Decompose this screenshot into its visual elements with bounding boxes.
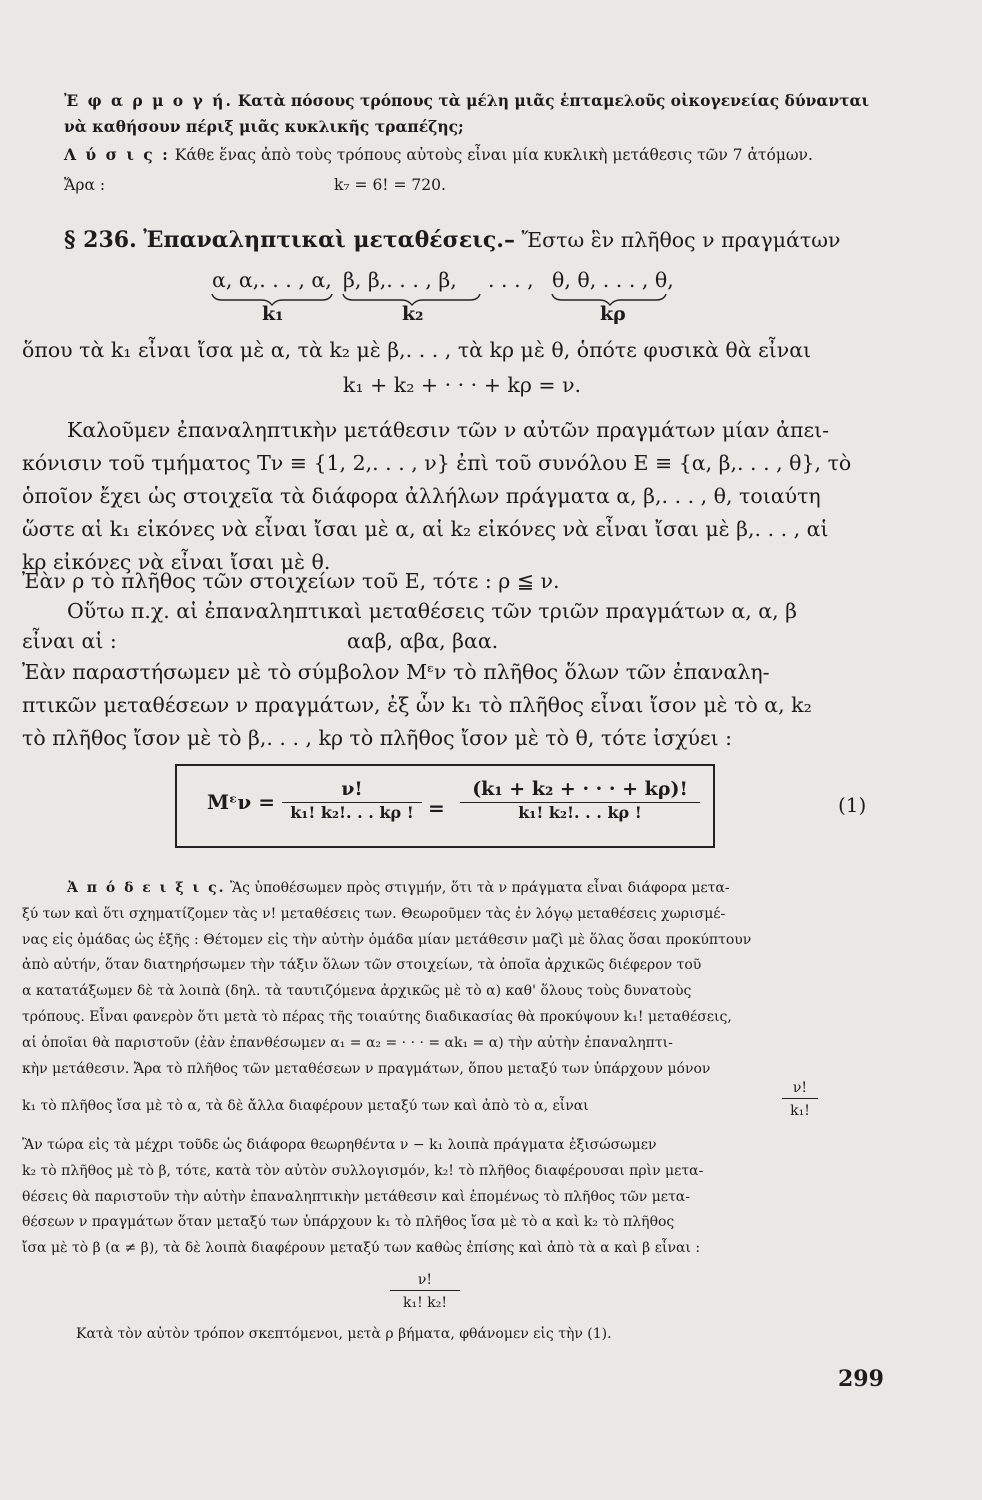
underbraces [0,290,982,306]
ara-label: Ἄρα : [64,176,106,194]
proof-label: Ἀ π ό δ ε ι ξ ι ς. [67,880,226,896]
proof-text-1: Ἂς ὑποθέσωμεν πρὸς στιγμήν, ὅτι τὰ ν πράγματα εἶναι διάφορα μετα- [229,880,730,896]
application-label: Ἐ φ α ρ μ ο γ ή. [64,91,233,110]
fraction-2-numerator: ν! [417,1272,433,1288]
formula-denominator-2: k₁! k₂!. . . kρ ! [460,802,700,822]
page-number: 299 [838,1366,884,1392]
formula-denominator-1: k₁! k₂!. . . kρ ! [282,802,422,822]
equation-number: (1) [838,793,867,817]
formula-numerator-2: (k₁ + k₂ + · · · + kρ)! [472,778,688,800]
rho-line: Ἐὰν ρ τὸ πλῆθος τῶν στοιχείων τοῦ E, τότε : ρ ≦ ν. [22,569,560,593]
proof-paragraph [22,876,882,1082]
notation-line-3: τὸ πλῆθος ἴσον μὲ τὸ β,. . . , kρ τὸ πλῆθος ἴσον μὲ τὸ θ, τότε ἰσχύει : [22,726,733,750]
section-heading [64,224,904,257]
example-line [22,595,902,628]
definition-line-5: kρ εἰκόνες νὰ εἶναι ἴσαι μὲ θ. [22,550,331,574]
solution-line [64,142,944,168]
formula-equals: = [428,796,445,820]
proof-line-1 [22,876,882,902]
proof-line-4: ἀπὸ αὐτήν, ὅταν διατηρήσωμεν τὴν τάξιν ὅλων τῶν στοιχείων, τὰ ὁποῖα ἀρχικῶς διέφερον τοῦ [22,957,702,974]
definition-line-2: κόνισιν τοῦ τμήματος Tν ≡ {1, 2,. . . , ν} ἐπὶ τοῦ συνόλου E ≡ {α, β,. . . , θ}, τὸ [22,451,852,475]
proof-line-6: τρόπους. Εἶναι φανερὸν ὅτι μετὰ τὸ πέρας τῆς τοιαύτης διαδικασίας θὰ προκύψουν k₁! μεταθέσεις, [22,1008,732,1025]
permutations: ααβ, αβα, βαα. [347,629,499,653]
proof-line-8: κὴν μετάθεσιν. Ἄρα τὸ πλῆθος τῶν μεταθέσεων ν πραγμάτων, ὅπου μεταξύ των ὑπάρχουν μόνον [22,1060,711,1077]
fraction-2-denominator: k₁! k₂! [390,1290,460,1317]
proof-line-2: ξύ των καὶ ὅτι σχηματίζομεν τὰς ν! μεταθέσεις των. Θεωροῦμεν τὰς ἐν λόγῳ μεταθέσεις χωρισμέ- [22,905,726,922]
formula-fraction-1 [282,778,422,822]
fraction-1-denominator: k₁! [782,1098,818,1125]
proof-line-11: k₂ τὸ πλῆθος μὲ τὸ β, τότε, κατὰ τὸν αὐτὸν συλλογισμόν, k₂! τὸ πλῆθος διαφέρουσαι πρὶν μετα- [22,1162,704,1179]
proof-paragraph-2 [22,1133,882,1262]
label-krho: kρ [600,303,626,325]
section-number: § 236. [64,227,137,253]
definition-line-4: ὥστε αἱ k₁ εἰκόνες νὰ εἶναι ἴσαι μὲ α, αἱ k₂ εἰκόνες νὰ εἶναι ἴσαι μὲ β,. . . , αἱ [22,517,829,541]
notation-line-1: Ἐὰν παραστήσωμεν μὲ τὸ σύμβολον Mᵋν τὸ πλῆθος ὅλων τῶν ἐπαναλη- [22,660,770,684]
proof-line-7: αἱ ὁποῖαι θὰ παριστοῦν (ἐὰν ἐπανθέσωμεν α₁ = α₂ = · · · = αk₁ = α) τὴν αὐτὴν ἐπαναληπτι- [22,1034,673,1051]
proof-conclusion: Κατὰ τὸν αὐτὸν τρόπον σκεπτόμενοι, μετὰ ρ βήματα, φθάνομεν εἰς τὴν (1). [76,1326,612,1342]
proof-line-5: α κατατάξωμεν δὲ τὰ λοιπὰ (δηλ. τὰ ταυτιζόμενα ἀρχικῶς μὲ τὸ α) καθ' ὅλους τοὺς δυνατοὺς [22,983,692,1000]
proof-line-10: Ἂν τώρα εἰς τὰ μέχρι τοῦδε ὡς διάφορα θεωρηθέντα ν − k₁ λοιπὰ πράγματα ἐξισώσωμεν [22,1137,657,1153]
application-question: Κατὰ πόσους τρόπους τὰ μέλη μιᾶς ἑπταμελοῦς οἰκογενείας δύνανται νὰ καθήσουν πέριξ μιᾶς κυκλικῆς τραπέζης; [64,91,869,136]
proof-line-14: ἴσα μὲ τὸ β (α ≠ β), τὰ δὲ λοιπὰ διαφέρουν μεταξύ των καθὼς ἐπίσης καὶ ἀπὸ τὰ α καὶ β εἶναι : [22,1240,701,1257]
formula-lhs: Mᵋν = [207,790,275,814]
einai-label: εἶναι αἱ : [22,629,117,653]
where-line: ὅπου τὰ k₁ εἶναι ἴσα μὲ α, τὰ k₂ μὲ β,. . . , τὰ kρ μὲ θ, ὁπότε φυσικὰ θὰ εἶναι [22,338,812,362]
solution-text: Κάθε ἕνας ἀπὸ τοὺς τρόπους αὐτοὺς εἶναι μία κυκλικὴ μετάθεσις τῶν 7 ἀτόμων. [174,146,813,164]
proof-line-9 [22,1080,882,1120]
sequence-dots: . . . , [488,268,534,292]
definition-paragraph [22,414,902,579]
sequence-group-alpha: α, α,. . . , α, [212,268,332,292]
formula-fraction-2 [460,778,700,822]
formula-numerator-1: ν! [341,778,363,800]
application-paragraph [64,88,884,140]
section-intro: Ἔστω ἓν πλῆθος ν πραγμάτων [521,228,841,252]
sequence-group-beta: β, β,. . . , β, [343,268,457,292]
section-title: Ἐπαναληπτικαὶ μεταθέσεις.– [143,227,515,253]
result-formula: k₇ = 6! = 720. [334,176,446,194]
sequence-group-theta: θ, θ, . . . , θ, [552,268,674,292]
proof-line-3: νας εἰς ὁμάδας ὡς ἑξῆς : Θέτομεν εἰς τὴν αὐτὴν ὁμάδα μίαν μετάθεσιν μαζὶ μὲ ὅλας ὅσαι προκύπτουν [22,931,752,948]
proof-text-9: k₁ τὸ πλῆθος ἴσα μὲ τὸ α, τὰ δὲ ἄλλα διαφέρουν μεταξύ των καὶ ἀπὸ τὸ α, εἶναι [22,1098,589,1114]
sequence-display [0,264,982,328]
sum-equation: k₁ + k₂ + · · · + kρ = ν. [342,373,582,397]
notation-paragraph [22,656,902,755]
result-line [64,172,944,198]
label-k2: k₂ [402,303,424,325]
definition-line-1: Καλοῦμεν ἐπαναληπτικὴν μετάθεσιν τῶν ν αὐτῶν πραγμάτων μίαν ἀπει- [67,418,830,442]
fraction-1 [782,1076,818,1125]
fraction-1-numerator: ν! [792,1080,808,1096]
label-k1: k₁ [262,303,284,325]
proof-line-13: θέσεων ν πραγμάτων ὅταν μεταξύ των ὑπάρχουν k₁ τὸ πλῆθος ἴσα μὲ τὸ α καὶ k₂ τὸ πλῆθος [22,1214,675,1231]
definition-line-3: ὁποῖον ἔχει ὡς στοιχεῖα τὰ διάφορα ἀλλήλων πράγματα α, β,. . . , θ, τοιαύτη [22,484,821,508]
notation-line-2: πτικῶν μεταθέσεων ν πραγμάτων, ἐξ ὧν k₁ τὸ πλῆθος εἶναι ἴσον μὲ τὸ α, k₂ [22,693,812,717]
fraction-2 [390,1268,460,1317]
proof-line-12: θέσεις θὰ παριστοῦν τὴν αὐτὴν ἐπαναληπτικὴν μετάθεσιν καὶ ἑπομένως τὸ πλῆθος τῶν μετα- [22,1188,690,1205]
perms-line [22,625,902,658]
solution-label: Λ ύ σ ι ς : [64,145,170,164]
example-text: Οὕτω π.χ. αἱ ἐπαναληπτικαὶ μεταθέσεις τῶν τριῶν πραγμάτων α, α, β [67,599,797,623]
